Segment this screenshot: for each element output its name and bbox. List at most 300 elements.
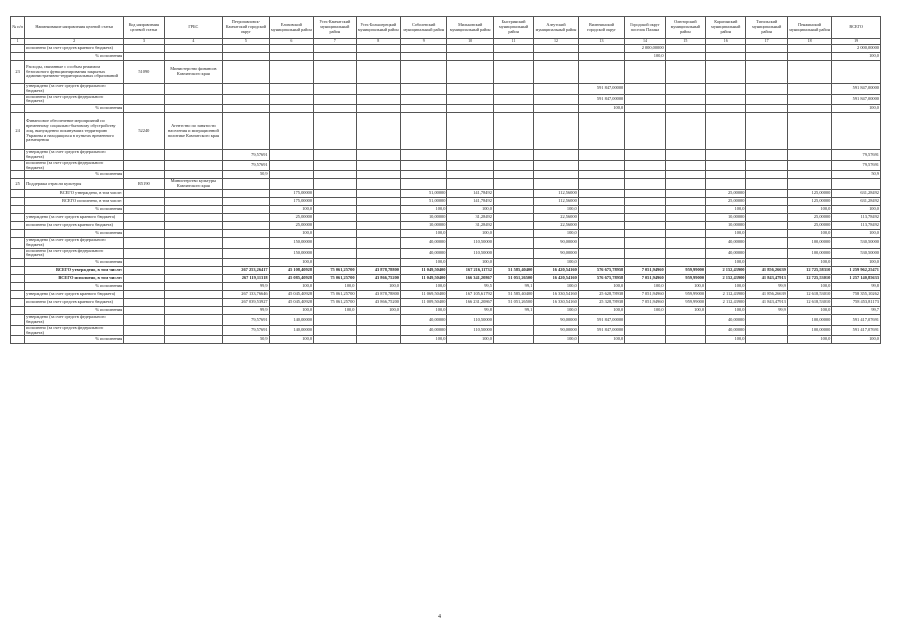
row-number [11,53,25,61]
value-cell [578,213,624,221]
value-cell [269,94,313,105]
value-cell: 530,50000 [832,237,881,248]
value-cell: 631,28492 [832,197,881,205]
value-cell [356,179,400,190]
value-cell [578,229,624,237]
row-code: 51090 [124,61,164,84]
value-cell: 110,50000 [447,237,493,248]
value-cell: 591 847,00000 [578,94,624,105]
value-cell [578,179,624,190]
table-row [11,171,881,179]
row-grbs [164,248,223,259]
value-cell: 175,00000 [269,197,313,205]
value-cell [493,259,533,267]
value-cell [356,61,400,84]
value-cell [787,45,831,53]
value-cell: 591 847,00000 [578,325,624,336]
value-cell: 12 618,53010 [787,291,831,299]
value-cell [493,205,533,213]
table-row [11,267,881,275]
value-cell: 100,0 [787,229,831,237]
table-row [11,84,881,95]
value-cell [665,160,705,171]
column-header: ВСЕГО [832,17,881,39]
value-cell: 100,0 [269,283,313,291]
value-cell [400,171,446,179]
value-cell [746,45,787,53]
row-number [11,94,25,105]
row-grbs [164,150,223,161]
value-cell [746,237,787,248]
table-row [11,299,881,307]
value-cell: 113,78492 [832,213,881,221]
value-cell: 79,57691 [832,160,881,171]
value-cell: 959,99000 [665,275,705,283]
column-number: 15 [665,39,705,45]
value-cell [223,179,269,190]
value-cell: 100,0 [832,53,881,61]
value-cell: 100,0 [356,283,400,291]
row-number [11,299,25,307]
value-cell [269,105,313,113]
value-cell [493,45,533,53]
value-cell: 100,0 [356,307,400,315]
value-cell [314,197,356,205]
row-code [124,291,164,299]
value-cell: 110,50000 [447,248,493,259]
value-cell [314,248,356,259]
value-cell: 10,00000 [400,221,446,229]
value-cell [223,94,269,105]
value-cell: 51 585,40400 [493,291,533,299]
column-header: Усть-Большерецкий муниципальный район [356,17,400,39]
value-cell: 99,9 [223,307,269,315]
row-code [124,197,164,205]
value-cell: 100,0 [706,259,746,267]
column-header: Код направления целевой статьи [124,17,164,39]
value-cell [787,53,831,61]
value-cell: 99,8 [832,283,881,291]
value-cell [578,259,624,267]
value-cell [534,179,578,190]
value-cell [578,237,624,248]
value-cell: 112,56000 [534,197,578,205]
table-row [11,307,881,315]
value-cell [493,171,533,179]
value-cell [787,179,831,190]
value-cell: 100,0 [625,53,665,61]
column-header: Петропавловск-Камчатский городской округ [223,17,269,39]
value-cell: 959,99000 [665,291,705,299]
value-cell [665,221,705,229]
value-cell: 2 112,43900 [706,291,746,299]
value-cell [746,113,787,150]
row-grbs [164,307,223,315]
value-cell [578,171,624,179]
column-header: Елизовский муниципальный район [269,17,313,39]
row-number: 25 [11,179,25,190]
value-cell [314,113,356,150]
value-cell: 100,0 [400,307,446,315]
value-cell: 267 133,76646 [223,291,269,299]
value-cell [493,160,533,171]
table-row [11,237,881,248]
value-cell: 1 259 962,25471 [832,267,881,275]
value-cell [665,229,705,237]
row-name: исполнено (за счет средств федерального бюджета) [25,248,124,259]
value-cell: 125,00000 [787,197,831,205]
value-cell [625,229,665,237]
value-cell: 12 725,53010 [787,275,831,283]
value-cell [356,113,400,150]
value-cell: 100,0 [400,283,446,291]
row-grbs: Агентство по занятости населения и миграционной политике Камчатского края [164,113,223,150]
row-name: исполнено (за счет средств краевого бюджета) [25,45,124,53]
row-name: исполнено (за счет средств федерального бюджета) [25,94,124,105]
table-row [11,315,881,326]
table-row [11,229,881,237]
value-cell [625,179,665,190]
value-cell [356,336,400,344]
value-cell [625,237,665,248]
row-name: утверждено (за счет средств федерального бюджета) [25,315,124,326]
value-cell: 2 152,43900 [706,275,746,283]
value-cell: 959,99000 [665,267,705,275]
value-cell [356,94,400,105]
value-cell [314,150,356,161]
value-cell [746,221,787,229]
value-cell [314,105,356,113]
value-cell [493,237,533,248]
row-code [124,237,164,248]
value-cell: 100,0 [578,307,624,315]
value-cell: 100,0 [578,283,624,291]
value-cell: 100,0 [269,336,313,344]
value-cell [223,205,269,213]
value-cell: 591 417,07691 [832,325,881,336]
value-cell: 100,0 [832,105,881,113]
row-name: исполнено (за счет средств краевого бюджета) [25,221,124,229]
row-number [11,267,25,275]
value-cell [578,53,624,61]
value-cell: 16 330,54160 [534,299,578,307]
value-cell [493,248,533,259]
table-row [11,259,881,267]
table-row [11,325,881,336]
value-cell: 99,1 [493,283,533,291]
value-cell [223,229,269,237]
row-name: Расходы, связанные с особым режимом безопасного функционирования закрытых административно-территориальных образований [25,61,124,84]
value-cell [400,179,446,190]
value-cell [314,94,356,105]
value-cell: 43 878,78800 [356,267,400,275]
value-cell [314,221,356,229]
row-code [124,336,164,344]
value-cell [746,61,787,84]
row-name: % исполнения [25,205,124,213]
value-cell [665,315,705,326]
value-cell: 40,00000 [400,315,446,326]
value-cell: 576 675,78958 [578,275,624,283]
value-cell [625,213,665,221]
row-grbs [164,84,223,95]
table-row [11,45,881,53]
value-cell: 100,0 [269,229,313,237]
value-cell: 591 417,07691 [832,315,881,326]
value-cell [578,160,624,171]
row-name: % исполнения [25,259,124,267]
value-cell [223,61,269,84]
value-cell: 100,0 [706,229,746,237]
value-cell [356,45,400,53]
value-cell: 100,00000 [787,315,831,326]
value-cell: 267 253,26417 [223,267,269,275]
value-cell: 167 105,61792 [447,291,493,299]
row-grbs [164,267,223,275]
value-cell: 51,00000 [400,197,446,205]
value-cell: 150,00000 [269,237,313,248]
row-number [11,189,25,197]
value-cell [447,105,493,113]
row-name: % исполнения [25,229,124,237]
value-cell: 40,00000 [706,248,746,259]
value-cell [223,45,269,53]
value-cell [356,171,400,179]
row-code [124,53,164,61]
value-cell [625,113,665,150]
value-cell: 100,0 [400,229,446,237]
table-row [11,197,881,205]
value-cell: 25,00000 [787,213,831,221]
budget-table-sheet [10,16,881,344]
row-name: утверждено (за счет средств краевого бюджета) [25,291,124,299]
value-cell [493,221,533,229]
value-cell [625,105,665,113]
value-cell: 7 051,94960 [625,291,665,299]
value-cell: 530,50000 [832,248,881,259]
row-grbs [164,221,223,229]
value-cell: 41 843,47913 [746,299,787,307]
column-number: 17 [746,39,787,45]
value-cell: 50,9 [223,336,269,344]
table-row [11,189,881,197]
value-cell [665,325,705,336]
row-grbs [164,291,223,299]
value-cell [578,248,624,259]
value-cell: 79,57691 [223,160,269,171]
row-code [124,248,164,259]
column-number: 2 [25,39,124,45]
value-cell: 25,00000 [787,221,831,229]
value-cell: 90,00000 [534,237,578,248]
value-cell [578,221,624,229]
row-code [124,229,164,237]
row-number [11,291,25,299]
row-name: Финансовое обеспечение мероприятий по временному социально-бытовому обустройству лиц, вынужденно покинувших территорию Украины и находящихся в пунктах временного размещения [25,113,124,150]
value-cell: 11 009,50400 [400,299,446,307]
column-number: 7 [314,39,356,45]
value-cell: 45 045,40928 [269,291,313,299]
value-cell [223,105,269,113]
value-cell [665,150,705,161]
value-cell: 12 618,53010 [787,299,831,307]
column-header: Городской округ поселок Палана [625,17,665,39]
value-cell [314,325,356,336]
value-cell: 758 355,10262 [832,291,881,299]
value-cell [314,160,356,171]
value-cell: 100,0 [400,336,446,344]
value-cell: 11 049,50400 [400,267,446,275]
column-header: Тигильский муниципальный район [746,17,787,39]
value-cell: 25 628,78938 [578,291,624,299]
row-code [124,325,164,336]
value-cell [314,189,356,197]
value-cell [314,53,356,61]
row-name: % исполнения [25,105,124,113]
value-cell [356,315,400,326]
value-cell [493,150,533,161]
row-name: % исполнения [25,307,124,315]
table-body [11,45,881,344]
value-cell [665,113,705,150]
row-grbs [164,275,223,283]
value-cell: 141,78492 [447,189,493,197]
table-row [11,336,881,344]
row-code [124,150,164,161]
value-cell: 79,57691 [223,315,269,326]
value-cell: 41 856,26639 [746,291,787,299]
row-number [11,275,25,283]
value-cell [314,179,356,190]
column-number: 6 [269,39,313,45]
value-cell: 175,00000 [269,189,313,197]
value-cell [625,315,665,326]
row-number [11,229,25,237]
value-cell [706,179,746,190]
value-cell [447,94,493,105]
column-header: Соболевский муниципальный район [400,17,446,39]
value-cell [665,213,705,221]
value-cell [447,150,493,161]
table-row [11,248,881,259]
value-cell: 79,57691 [832,150,881,161]
value-cell [400,105,446,113]
value-cell [665,105,705,113]
row-grbs [164,94,223,105]
value-cell [314,45,356,53]
row-number [11,307,25,315]
value-cell: 40,00000 [400,248,446,259]
value-cell [314,315,356,326]
table-row [11,160,881,171]
value-cell: 2 112,43900 [706,299,746,307]
row-number [11,84,25,95]
value-cell [534,84,578,95]
value-cell [400,94,446,105]
value-cell: 90,00000 [534,315,578,326]
value-cell: 25,00000 [269,221,313,229]
value-cell: 591 847,00000 [578,315,624,326]
row-name: утверждено (за счет средств федерального бюджета) [25,150,124,161]
value-cell [493,336,533,344]
value-cell [493,94,533,105]
row-code [124,299,164,307]
value-cell [269,150,313,161]
value-cell: 100,0 [787,205,831,213]
value-cell: 45 108,40928 [269,267,313,275]
row-number [11,336,25,344]
value-cell: 100,0 [534,205,578,213]
column-header: ГРБС [164,17,223,39]
value-cell [746,84,787,95]
value-cell: 100,0 [314,283,356,291]
value-cell [832,61,881,84]
value-cell [625,171,665,179]
value-cell [314,259,356,267]
value-cell: 591 847,00000 [578,84,624,95]
value-cell [746,150,787,161]
value-cell [665,179,705,190]
row-code [124,315,164,326]
value-cell: 11 049,50400 [400,275,446,283]
value-cell: 22,56000 [534,221,578,229]
value-cell: 75 061,25700 [314,267,356,275]
value-cell: 100,0 [400,259,446,267]
value-cell [625,221,665,229]
value-cell [534,171,578,179]
value-cell [493,229,533,237]
value-cell [534,53,578,61]
value-cell [665,53,705,61]
value-cell [665,259,705,267]
value-cell [447,61,493,84]
value-cell [356,160,400,171]
value-cell: 31,28492 [447,213,493,221]
value-cell [706,84,746,95]
table-row [11,205,881,213]
value-cell: 25,00000 [706,189,746,197]
value-cell: 100,0 [269,259,313,267]
row-code [124,205,164,213]
value-cell: 100,0 [665,283,705,291]
value-cell [665,94,705,105]
value-cell [665,84,705,95]
value-cell [665,248,705,259]
row-name: исполнено (за счет средств федерального бюджета) [25,325,124,336]
row-number [11,315,25,326]
value-cell [625,189,665,197]
value-cell [447,179,493,190]
value-cell [314,61,356,84]
value-cell [578,150,624,161]
row-grbs [164,237,223,248]
value-cell [269,160,313,171]
value-cell: 40,00000 [400,325,446,336]
value-cell [787,61,831,84]
value-cell [447,171,493,179]
value-cell [314,229,356,237]
value-cell: 100,0 [578,105,624,113]
value-cell [493,84,533,95]
column-number: 18 [787,39,831,45]
value-cell [223,221,269,229]
value-cell [706,45,746,53]
value-cell [356,221,400,229]
value-cell [356,197,400,205]
value-cell: 22,56000 [534,213,578,221]
value-cell: 100,0 [832,229,881,237]
row-name: ВСЕГО исполнено, в том числе: [25,275,124,283]
